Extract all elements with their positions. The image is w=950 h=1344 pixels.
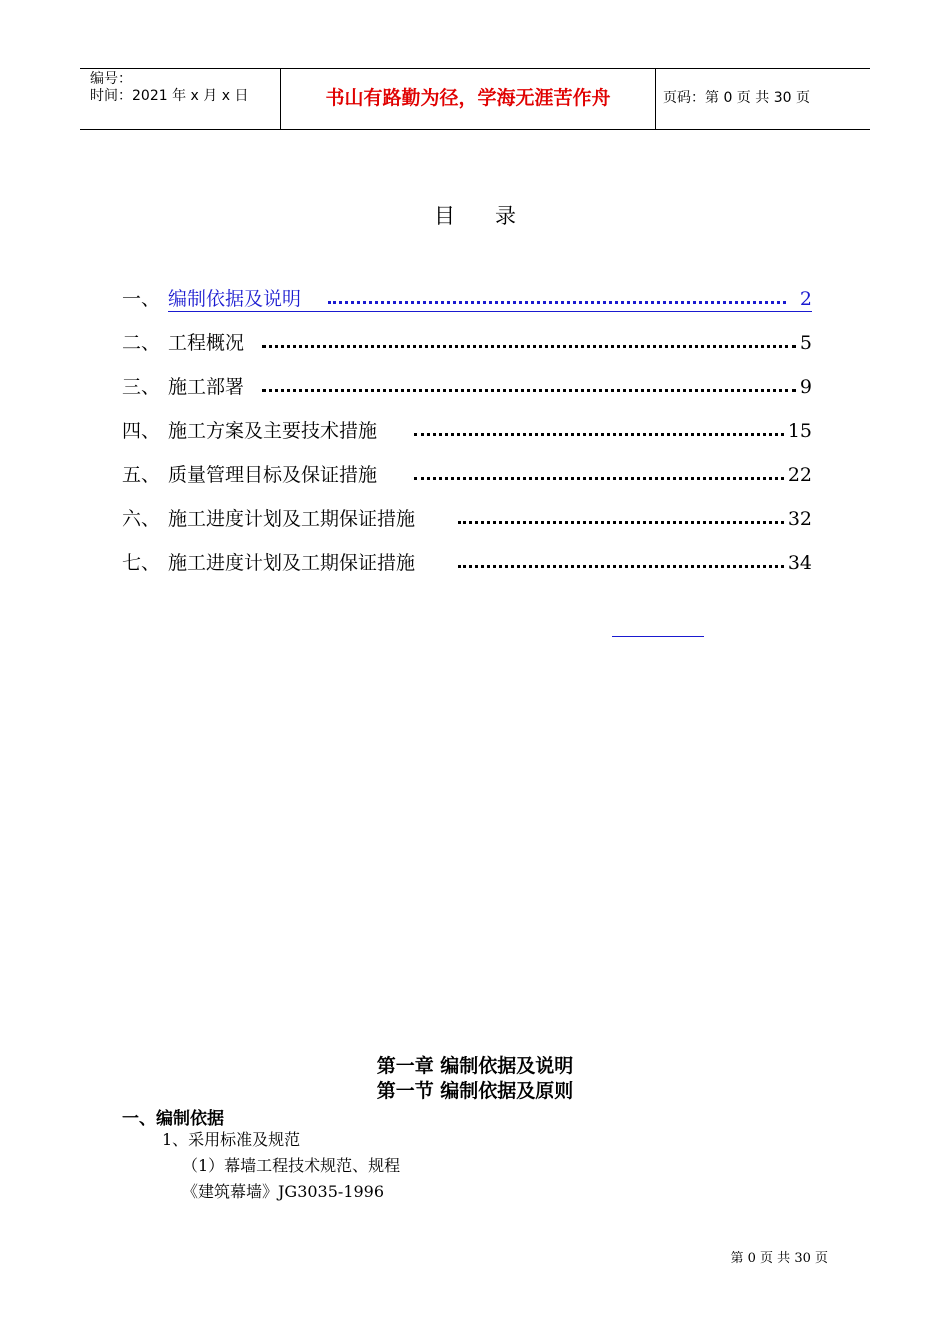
page-footer: 第 0 页 共 30 页 <box>730 1251 828 1266</box>
toc-item-7[interactable] <box>122 548 812 578</box>
subsection-heading: 一、编制依据 <box>122 1109 224 1129</box>
toc-item-number: 七、 <box>122 552 161 574</box>
toc-title: 目录 <box>434 204 556 228</box>
toc-item-5[interactable] <box>122 460 812 490</box>
toc-leader-dots <box>458 521 784 524</box>
toc-item-page: 32 <box>787 508 812 530</box>
toc-item-6[interactable] <box>122 504 812 534</box>
toc-item-page: 5 <box>799 332 812 354</box>
body-line-jg-standard: 《建筑幕墙》JG3035-1996 <box>182 1182 385 1201</box>
toc-item-2[interactable] <box>122 328 812 358</box>
toc-link-underline <box>168 311 812 312</box>
blue-underline-fragment <box>612 636 704 637</box>
toc-item-title[interactable]: 编制依据及说明 <box>168 288 302 310</box>
header-page-info: 页码：第 0 页 共 30 页 <box>663 90 810 106</box>
header-motto: 书山有路勤为径，学海无涯苦作舟 <box>325 87 611 109</box>
toc-item-title: 施工进度计划及工期保证措施 <box>168 508 416 530</box>
toc-leader-dots <box>414 433 784 436</box>
toc-item-number: 四、 <box>122 420 161 442</box>
body-line-specs: （1）幕墙工程技术规范、规程 <box>182 1156 401 1175</box>
toc-item-page: 9 <box>799 376 812 398</box>
toc-leader-dots <box>262 389 796 392</box>
toc-item-1[interactable] <box>122 284 812 314</box>
toc-item-page[interactable]: 2 <box>799 288 812 310</box>
header-left-cell <box>80 69 280 129</box>
time-label: 时间：2021 年 x 月 x 日 <box>90 88 249 104</box>
body-line-standards: 1、采用标准及规范 <box>162 1130 301 1149</box>
section-title: 第一节 编制依据及原则 <box>376 1080 574 1102</box>
toc-leader-dots <box>458 565 784 568</box>
toc-leader-dots <box>414 477 784 480</box>
toc-item-title: 施工进度计划及工期保证措施 <box>168 552 416 574</box>
toc-leader-dots <box>262 345 796 348</box>
toc-leader-dots <box>328 301 786 304</box>
page-header <box>80 68 870 130</box>
toc-item-title: 施工部署 <box>168 376 245 398</box>
toc-item-title: 质量管理目标及保证措施 <box>168 464 378 486</box>
toc-item-title: 施工方案及主要技术措施 <box>168 420 378 442</box>
toc-item-page: 34 <box>787 552 812 574</box>
toc-item-number: 三、 <box>122 376 161 398</box>
toc-item-4[interactable] <box>122 416 812 446</box>
toc-item-page: 15 <box>787 420 812 442</box>
header-motto-cell <box>280 69 656 129</box>
toc-item-number: 二、 <box>122 332 161 354</box>
serial-label: 编号： <box>90 71 132 87</box>
header-right-cell <box>655 69 870 129</box>
toc-item-3[interactable] <box>122 372 812 402</box>
toc-item-page: 22 <box>787 464 812 486</box>
toc-item-number: 五、 <box>122 464 161 486</box>
toc-item-number: 一、 <box>122 288 161 310</box>
toc-item-number: 六、 <box>122 508 161 530</box>
chapter-title: 第一章 编制依据及说明 <box>376 1055 574 1077</box>
toc-item-title: 工程概况 <box>168 332 245 354</box>
